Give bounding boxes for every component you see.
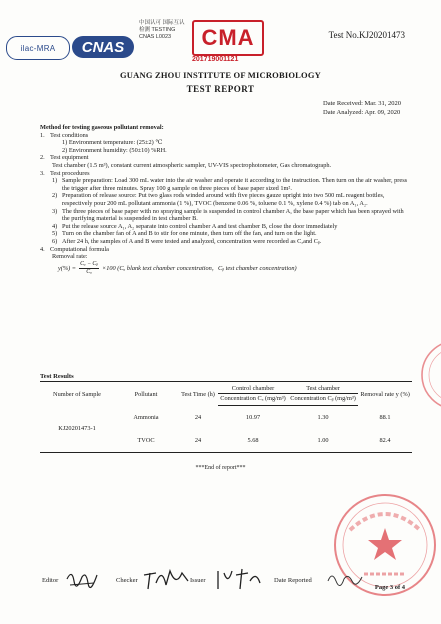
issuer-label: Issuer xyxy=(190,577,206,584)
side-seal-stamp xyxy=(418,330,441,420)
cma-number: 201719001121 xyxy=(192,56,239,63)
method-title: Method for testing gaseous pollutant removal: xyxy=(40,124,164,131)
date-received: Date Received: Mar. 31, 2020 xyxy=(323,100,401,107)
end-of-report: ***End of report*** xyxy=(195,465,246,471)
ilac-mra-logo: ilac-MRA xyxy=(6,36,70,60)
test-conc-cell: 1.30 xyxy=(317,414,329,421)
formula-denominator: Cₐ xyxy=(86,269,92,276)
pollutant-cell: TVOC xyxy=(137,437,155,444)
step-text: Sample preparation: Load 300 mL water into the air washer and operate it according to the instruction. Then turn on the air washer, press the trigger after three minutes. Spray 100 g sample on three pieces of base paper sized 1m². xyxy=(62,177,408,192)
control-conc-cell: 5.68 xyxy=(247,437,259,444)
time-cell: 24 xyxy=(194,413,202,421)
signature-row xyxy=(38,565,418,595)
cma-logo: CMA xyxy=(192,20,264,56)
condition-temperature: 1) Environment temperature: (25±2) ℃ xyxy=(62,139,163,147)
formula-lhs: y(%) = xyxy=(58,264,77,272)
formula-rhs: ×100 (Cₐ blank text chamber concentration，Cᵦ test chamber concentration) xyxy=(101,264,297,272)
procedure-step xyxy=(40,177,410,192)
test-number: Test No.KJ20201473 xyxy=(328,30,405,40)
condition-humidity: 2) Environment humidity: (50±10) %RH. xyxy=(62,146,167,154)
sample-id: KJ20201473-1 xyxy=(58,425,96,433)
section-heading: Test conditions xyxy=(50,131,89,139)
cnas-caption: 中国认可 国际互认 检测 TESTING CNAS L0023 xyxy=(139,20,185,40)
removal-formula xyxy=(40,261,410,277)
page-number: Page 3 of 4 xyxy=(374,584,405,591)
editor-signature xyxy=(64,565,100,591)
header-pollutant: Pollutant xyxy=(134,391,158,399)
cnas-logo: CNAS xyxy=(72,36,134,58)
section-test-equipment xyxy=(40,154,410,162)
step-text: The three pieces of base paper with no spraying sample is suspended in control chamber A, the base paper which has been sprayed with the purifying material is suspended in test chamber B. xyxy=(62,207,404,223)
procedure-step xyxy=(40,208,410,223)
procedure-step xyxy=(40,238,410,246)
method-section xyxy=(40,124,410,277)
header-removal-rate: Removal rate y (%) xyxy=(360,391,410,399)
procedure-step xyxy=(40,192,410,207)
accreditation-logos xyxy=(6,14,306,62)
section-number: 1. xyxy=(40,131,45,139)
section-number: 2. xyxy=(40,154,45,162)
editor-label: Editor xyxy=(42,577,59,584)
control-conc-cell: 10.97 xyxy=(245,414,261,421)
section-heading: Test equipment xyxy=(50,154,89,162)
step-text: After 24 h, the samples of A and B were tested and analyzed, concentration were recorded as Cₐand Cᵦ. xyxy=(62,237,322,245)
section-formula xyxy=(40,246,410,254)
report-title: TEST REPORT xyxy=(186,84,255,94)
procedure-step xyxy=(40,223,410,231)
institute-name: GUANG ZHOU INSTITUTE OF MICROBIOLOGY xyxy=(120,70,321,80)
pollutant-cell: Ammonia xyxy=(133,413,159,421)
step-text: Preparation of release source: Put two glass rods winded around with five pieces gauze upright into two 500 mL reagent bottles, respectively pour 200 mL pollutant ammonia (1 %), TVOC (benzene 0.06 %, toluene 0.1 %, xylene 0.4 %) tab on A₁, A₂. xyxy=(62,192,385,207)
removal-rate-cell: 88.1 xyxy=(379,413,391,421)
test-conc-cell: 1.00 xyxy=(317,437,329,444)
section-test-conditions xyxy=(40,132,410,140)
formula-fraction xyxy=(79,261,99,277)
date-analyzed: Date Analyzed: Apr. 09, 2020 xyxy=(323,108,401,116)
checker-signature xyxy=(142,565,192,593)
step-number: 5) xyxy=(52,230,58,238)
table-row xyxy=(40,406,412,430)
report-dates xyxy=(323,100,401,117)
results-title: Test Results xyxy=(40,373,74,380)
date-reported-label: Date Reported xyxy=(274,577,312,584)
removal-rate-label: Removal rate: xyxy=(52,253,88,261)
header-test-concentration: Concentration Cᵦ (mg/m³) xyxy=(288,394,358,406)
section-heading: Computational formula xyxy=(50,245,109,253)
step-number: 3) xyxy=(52,207,58,215)
results-table xyxy=(40,381,412,453)
header-control-chamber: Control chamber xyxy=(218,382,288,394)
equipment-text: Test chamber (1.5 m³), constant current atmospheric sampler, UV-VIS spectrophotometer, Gas chromatograph. xyxy=(52,161,332,169)
section-number: 4. xyxy=(40,245,45,253)
removal-rate-cell: 82.4 xyxy=(379,437,391,444)
date-reported-handwriting xyxy=(326,565,366,589)
section-test-procedures xyxy=(40,170,410,178)
header-sample: Number of Sample xyxy=(53,391,101,399)
checker-label: Checker xyxy=(116,577,138,584)
header-test-chamber: Test chamber xyxy=(288,382,358,394)
issuer-signature xyxy=(214,565,264,593)
step-text: Turn on the chamber fan of A and B to stir for one minute, then turn off the fan, and turn on the light. xyxy=(62,230,317,238)
step-number: 1) xyxy=(52,177,58,185)
step-number: 4) xyxy=(52,222,58,230)
header-control-concentration: Concentration Cₐ (mg/m³) xyxy=(218,394,288,406)
step-text: Put the release source A₁, A₂ separate into control chamber A and test chamber B, close the door immediately xyxy=(62,222,338,230)
section-number: 3. xyxy=(40,169,45,177)
header-time: Test Time (h) xyxy=(181,391,215,399)
step-number: 2) xyxy=(52,192,58,200)
procedure-step xyxy=(40,230,410,238)
time-cell: 24 xyxy=(194,437,202,444)
section-heading: Test procedures xyxy=(50,169,90,177)
formula-numerator: Cₐ − Cᵦ xyxy=(79,261,99,270)
step-number: 6) xyxy=(52,237,58,245)
